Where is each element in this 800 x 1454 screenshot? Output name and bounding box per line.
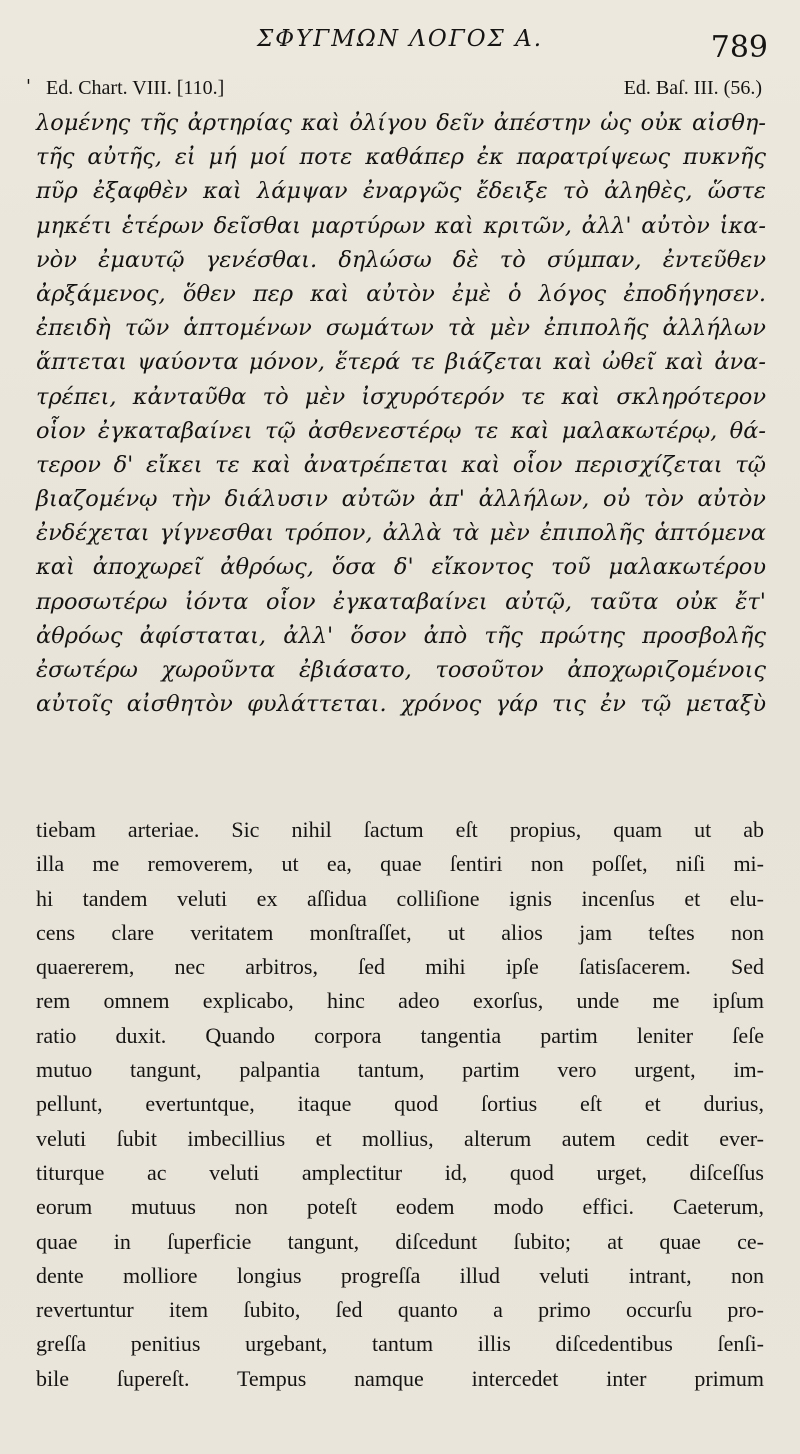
margin-mark: ' [26, 76, 31, 97]
latin-line: pellunt, evertuntque, itaque quod ſortius eſt et durius, [36, 1091, 764, 1117]
edition-reference-right: Ed. Baſ. III. (56.) [623, 77, 762, 99]
greek-line: βιαζομένῳ τὴν διάλυσιν αὐτῶν ἀπ' ἀλλήλων, οὐ τὸν αὐτὸν [36, 486, 766, 513]
latin-line: mutuo tangunt, palpantia tantum, partim vero urgent, im- [36, 1057, 764, 1083]
latin-line: titurque ac veluti amplectitur id, quod urget, diſceſſus [36, 1159, 764, 1185]
latin-line: veluti ſubit imbecillius et mollius, alterum autem cedit ever- [36, 1125, 764, 1151]
greek-line: ἐνδέχεται γίγνεσθαι τρόπον, ἀλλὰ τὰ μὲν ἐπιπολῆς ἁπτόμενα [36, 520, 766, 547]
page-number: 789 [710, 30, 768, 65]
greek-line: ἐσωτέρω χωροῦντα ἐβιάσατο, τοσοῦτον ἀποχωριζομένοις [36, 657, 766, 683]
latin-line: bile ſupereſt. Tempus namque intercedet inter primum [36, 1365, 764, 1391]
latin-line: eorum mutuus non poteſt eodem modo effici. Caeterum, [36, 1194, 764, 1220]
greek-line: ἀθρόως ἀφίσταται, ἀλλ' ὅσον ἀπὸ τῆς πρώτης προσβολῆς [36, 622, 766, 649]
greek-line: τρέπει, κἀνταῦθα τὸ μὲν ἰσχυρότερόν τε καὶ σκληρότερον [36, 383, 766, 410]
greek-line: μηκέτι ἑτέρων δεῖσθαι μαρτύρων καὶ κριτῶν, ἀλλ' αὐτὸν ἱκα- [36, 212, 766, 239]
greek-line: καὶ ἀποχωρεῖ ἀθρόως, ὅσα δ' εἴκοντος τοῦ μαλακωτέρου [36, 554, 766, 581]
greek-line: οἷον ἐγκαταβαίνει τῷ ἀσθενεστέρῳ τε καὶ μαλακωτέρῳ, θά- [36, 417, 766, 444]
greek-line: νὸν ἐμαυτῷ γενέσθαι. δηλώσω δὲ τὸ σύμπαν, ἐντεῦθεν [36, 246, 766, 273]
latin-line: ratio duxit. Quando corpora tangentia partim leniter ſeſe [36, 1022, 764, 1048]
latin-line: illa me removerem, ut ea, quae ſentiri non poſſet, niſi mi- [36, 851, 764, 877]
latin-line: cens clare veritatem monſtraſſet, ut alios jam teſtes non [36, 919, 764, 945]
greek-line: προσωτέρω ἰόντα οἷον ἐγκαταβαίνει αὐτῷ, ταῦτα οὐκ ἔτ' [36, 588, 766, 615]
latin-line: rem omnem explicabo, hinc adeo exorſus, unde me ipſum [36, 988, 764, 1014]
latin-line: tiebam arteriae. Sic nihil ſactum eſt propius, quam ut ab [36, 817, 764, 842]
greek-line: πῦρ ἐξαφθὲν καὶ λάμψαν ἐναργῶς ἔδειξε τὸ ἀληθὲς, ὥστε [36, 178, 766, 205]
greek-line: τερον δ' εἴκει τε καὶ ἀνατρέπεται καὶ οἷον περισχίζεται τῷ [36, 451, 766, 478]
greek-line: λομένης τῆς ἀρτηρίας καὶ ὀλίγου δεῖν ἀπέστην ὡς οὐκ αἰσθη- [36, 110, 766, 136]
running-head: ΣΦΥΓΜΩΝ ΛΟΓΟΣ Α. [256, 26, 544, 52]
greek-line: αὐτοῖς αἰσθητὸν φυλάττεται. χρόνος γάρ τις ἐν τῷ μεταξὺ [36, 691, 766, 718]
latin-line: quaererem, nec arbitros, ſed mihi ipſe ſatisſacerem. Sed [36, 954, 764, 980]
latin-text-block [36, 813, 764, 1396]
greek-line: ἐπειδὴ τῶν ἁπτομένων σωμάτων τὰ μὲν ἐπιπολῆς ἀλλήλων [36, 315, 766, 342]
greek-text-block [36, 106, 766, 721]
greek-line: ἀρξάμενος, ὅθεν περ καὶ αὐτὸν ἐμὲ ὁ λόγος ἐποδήγησεν. [36, 280, 766, 307]
latin-line: hi tandem veluti ex aſſidua colliſione ignis incenſus et elu- [36, 885, 764, 911]
latin-line: dente molliore longius progreſſa illud veluti intrant, non [36, 1262, 764, 1288]
latin-line: quae in ſuperficie tangunt, diſcedunt ſubito; at quae ce- [36, 1228, 764, 1254]
greek-line: τῆς αὐτῆς, εἰ μή μοί ποτε καθάπερ ἐκ παρατρίψεως πυκνῆς [36, 144, 766, 171]
latin-line: revertuntur item ſubito, ſed quanto a primo occurſu pro- [36, 1297, 764, 1323]
edition-reference-left: Ed. Chart. VIII. [110.] [46, 77, 225, 99]
greek-line: ἅπτεται ψαύοντα μόνον, ἕτερά τε βιάζεται καὶ ὠθεῖ καὶ ἀνα- [36, 349, 766, 376]
latin-line: greſſa penitius urgebant, tantum illis diſcedentibus ſenſi- [36, 1331, 764, 1357]
